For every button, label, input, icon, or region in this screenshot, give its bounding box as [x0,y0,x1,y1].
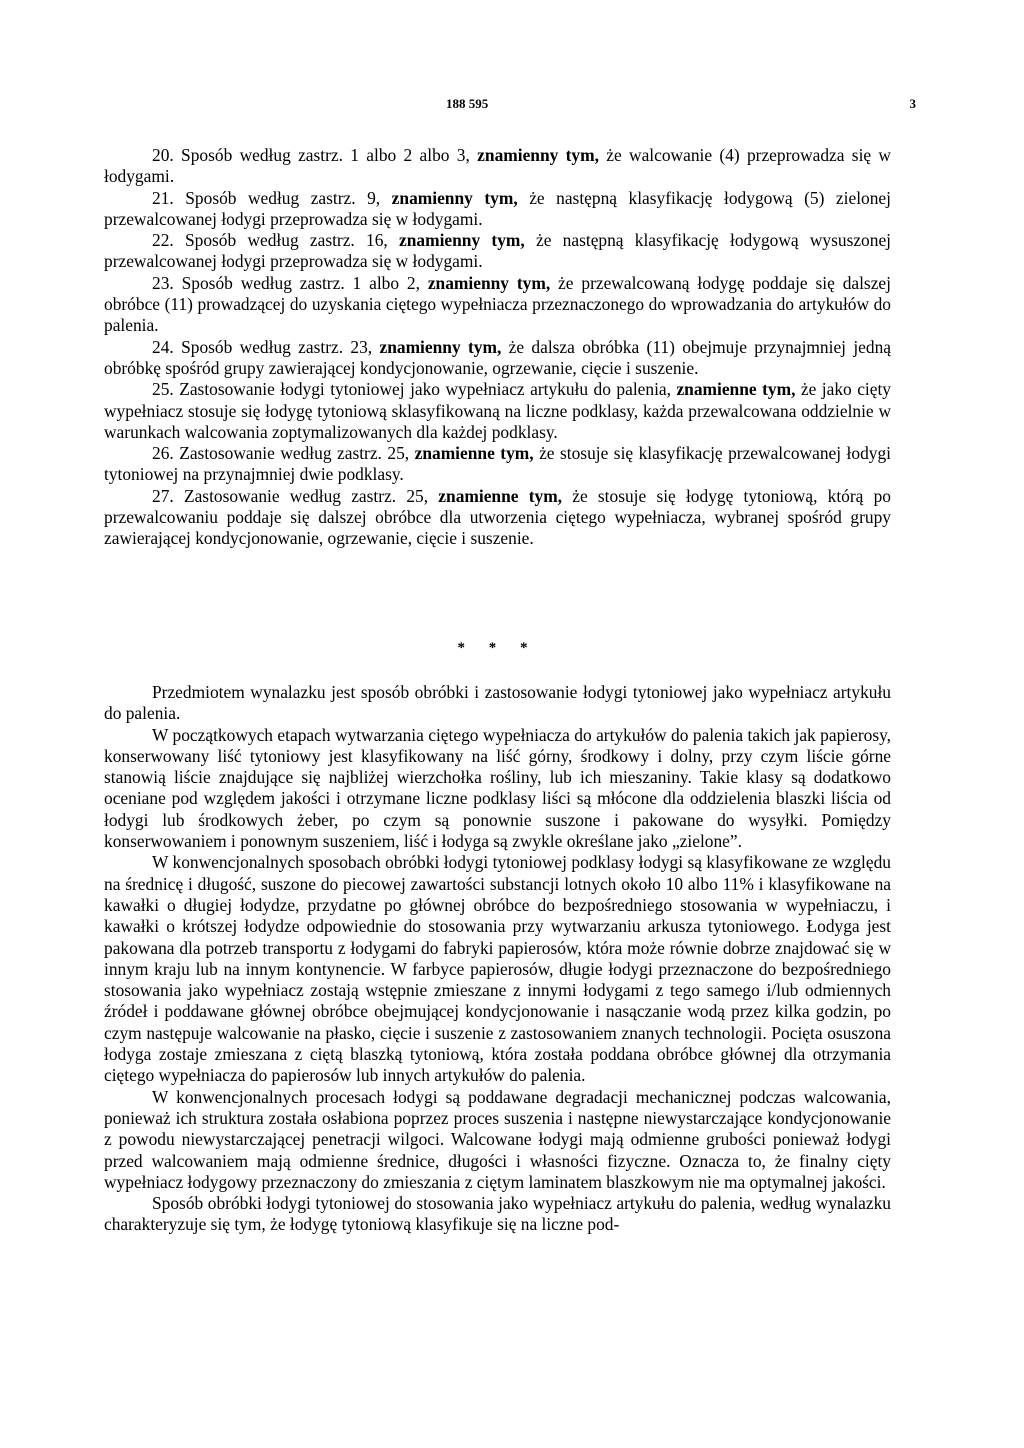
description-paragraph: Przedmiotem wynalazku jest sposób obróbki i zastosowanie łodygi tytoniowej jako wypełniacz artykułu do palenia. [104,682,891,724]
claims-section [104,145,891,550]
description-paragraph: W konwencjonalnych procesach łodygi są poddawane degradacji mechanicznej podczas walcowania, ponieważ ich struktura została osłabiona poprzez proces suszenia i następne niewystarczające kondycjonowanie z powodu niewystarczającej penetracji wilgoci. Walcowane łodygi mają odmienne grubości ponieważ łodygi przed walcowaniem mają odmienne średnice, długości i własności fizyczne. Oznacza to, że finalny cięty wypełniacz łodygowy przeznaczony do zmieszania z ciętym laminatem blaszkowym nie ma optymalnej jakości. [104,1086,891,1192]
claim-paragraph: 20. Sposób według zastrz. 1 albo 2 albo 3, znamienny tym, że walcowanie (4) przeprowadza się w łodygami. [104,145,891,187]
claim-paragraph: 22. Sposób według zastrz. 16, znamienny tym, że następną klasyfikację łodygową wysuszonej przewalcowanej łodygi przeprowadza się w łodygami. [104,230,891,272]
page-number: 3 [909,96,916,111]
page-header [104,96,916,120]
description-paragraph: Sposób obróbki łodygi tytoniowej do stosowania jako wypełniacz artykułu do palenia, według wynalazku charakteryzuje się tym, że łodygę tytoniową klasyfikuje się na liczne pod- [104,1193,891,1235]
claim-paragraph: 23. Sposób według zastrz. 1 albo 2, znamienny tym, że przewalcowaną łodygę poddaje się dalszej obróbce (11) prowadzącej do uzyskania ciętego wypełniacza przeznaczonego do wprowadzania do artykułów do palenia. [104,272,891,336]
description-paragraph: W konwencjonalnych sposobach obróbki łodygi tytoniowej podklasy łodygi są klasyfikowane ze względu na średnicę i długość, suszone do piecowej zawartości substancji lotnych około 10 albo 11% i klasyfikowane na kawałki o długiej łodydze, przydatne po głównej obróbce do bezpośredniego stosowania w wypełniaczu, i kawałki o krótszej łodydze odpowiednie do stosowania przy wytwarzaniu arkusza tytoniowego. Łodyga jest pakowana dla potrzeb transportu z łodygami do fabryki papierosów, która może równie dobrze znajdować się w innym kraju lub na innym kontynencie. W farbyce papierosów, długie łodygi przeznaczone do bezpośredniego stosowania jako wypełniacz zostają wstępnie zmieszane z innymi łodygami z tego samego i/lub odmiennych źródeł i poddawane głównej obróbce obejmującej kondycjonowanie i nasączanie wodą przez kilka godzin, po czym następuje walcowanie na płasko, cięcie i suszenie z zastosowaniem znanych technologii. Pocięta osuszona łodyga zostaje zmieszana z ciętą blaszką tytoniową, która została poddana obróbce głównej dla otrzymania ciętego wypełniacza do papierosów lub innych artykułów do palenia. [104,852,891,1086]
claim-paragraph: 27. Zastosowanie według zastrz. 25, znamienne tym, że stosuje się łodygę tytoniową, którą po przewalcowaniu poddaje się dalszej obróbce dla utworzenia ciętego wypełniacza, wybranej spośród grupy zawierającej kondycjonowanie, ogrzewanie, cięcie i suszenie. [104,485,891,549]
patent-number: 188 595 [446,96,489,111]
section-separator: * * * [457,640,538,656]
description-section [104,682,891,1236]
claim-paragraph: 21. Sposób według zastrz. 9, znamienny tym, że następną klasyfikację łodygową (5) zielonej przewalcowanej łodygi przeprowadza się w łodygami. [104,187,891,229]
claim-paragraph: 24. Sposób według zastrz. 23, znamienny tym, że dalsza obróbka (11) obejmuje przynajmniej jedną obróbkę spośród grupy zawierającej kondycjonowanie, ogrzewanie, cięcie i suszenie. [104,336,891,378]
claim-paragraph: 25. Zastosowanie łodygi tytoniowej jako wypełniacz artykułu do palenia, znamienne tym, że jako cięty wypełniacz stosuje się łodygę tytoniową sklasyfikowaną na liczne podklasy, każda przewalcowana oddzielnie w warunkach walcowania zoptymalizowanych dla każdej podklasy. [104,379,892,442]
claim-paragraph: 26. Zastosowanie według zastrz. 25, znamienne tym, że stosuje się klasyfikację przewalcowanej łodygi tytoniowej na przynajmniej dwie podklasy. [104,443,891,485]
description-paragraph: W początkowych etapach wytwarzania ciętego wypełniacza do artykułów do palenia takich jak papierosy, konserwowany liść tytoniowy jest klasyfikowany na liść górny, środkowy i dolny, przy czym liście górne stanowią liście znajdujące się najbliżej wierzchołka rośliny, lub ich mieszaniny. Takie klasy są dodatkowo oceniane pod względem jakości i otrzymane liczne podklasy liści są młócone dla oddzielenia blaszki liścia od łodygi lub środkowych żeber, po czym są ponownie suszone i pakowane do wysyłki. Pomiędzy konserwowaniem i ponownym suszeniem, liść i łodyga są zwykle określane jako „zielone”. [104,724,891,852]
